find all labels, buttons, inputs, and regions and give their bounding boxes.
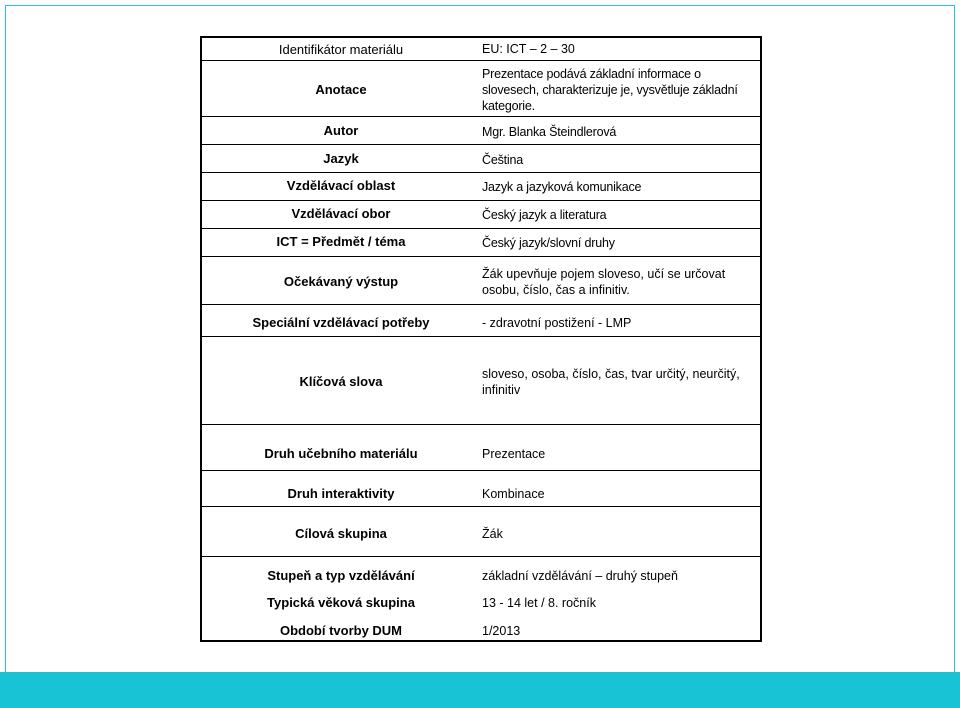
metadata-table — [200, 36, 762, 642]
row-divider — [202, 470, 760, 471]
row-divider — [202, 116, 760, 117]
value-druh: Prezentace — [482, 447, 546, 461]
row-divider — [202, 336, 760, 337]
label-druh: Druh učebního materiálu — [264, 446, 418, 461]
value-stupen: základní vzdělávání – druhý stupeň — [482, 569, 678, 583]
value-potreby: - zdravotní postižení - LMP — [482, 316, 632, 330]
value-obor: Český jazyk a literatura — [482, 208, 607, 222]
row-divider — [202, 506, 760, 507]
value-identifikator: EU: ICT – 2 – 30 — [482, 42, 575, 56]
label-anotace: Anotace — [315, 82, 367, 97]
value-skupina: Žák — [482, 527, 503, 541]
value-vystup: Žák upevňuje pojem sloveso, učí se určovat osobu, číslo, čas a infinitiv. — [482, 267, 726, 297]
value-interaktivita: Kombinace — [482, 487, 545, 501]
value-autor: Mgr. Blanka Šteindlerová — [482, 125, 617, 139]
row-divider — [202, 556, 760, 557]
value-oblast: Jazyk a jazyková komunikace — [482, 180, 642, 194]
label-skupina: Cílová skupina — [295, 526, 387, 541]
row-divider — [202, 424, 760, 425]
label-obdobi: Období tvorby DUM — [279, 623, 403, 638]
label-stupen: Stupeň a typ vzdělávání — [267, 568, 415, 583]
label-vystup: Očekávaný výstup — [283, 274, 399, 289]
label-slova: Klíčová slova — [299, 374, 383, 389]
value-obdobi: 1/2013 — [482, 624, 521, 638]
value-anotace: Prezentace podává základní informace o slovesech, charakterizuje je, vysvětluje základní kategorie. — [482, 67, 738, 113]
label-ict: ICT = Předmět / téma — [276, 234, 406, 249]
label-obor: Vzdělávací obor — [291, 206, 391, 221]
label-identifikator: Identifikátor materiálu — [278, 42, 404, 57]
label-interaktivita: Druh interaktivity — [287, 486, 395, 501]
row-divider — [202, 172, 760, 173]
label-autor: Autor — [323, 123, 359, 138]
label-oblast: Vzdělávací oblast — [286, 178, 396, 193]
row-divider — [202, 228, 760, 229]
value-slova: sloveso, osoba, číslo, čas, tvar určitý, neurčitý, infinitiv — [482, 367, 740, 397]
row-divider — [202, 304, 760, 305]
label-vek: Typická věková skupina — [267, 595, 415, 610]
row-divider — [202, 256, 760, 257]
label-jazyk: Jazyk — [323, 151, 359, 166]
row-divider — [202, 60, 760, 61]
value-jazyk: Čeština — [482, 153, 523, 167]
value-vek: 13 - 14 let / 8. ročník — [482, 596, 596, 610]
label-potreby: Speciální vzdělávací potřeby — [252, 315, 430, 330]
row-divider — [202, 144, 760, 145]
value-ict: Český jazyk/slovní druhy — [482, 236, 615, 250]
row-divider — [202, 200, 760, 201]
bottom-accent-band — [0, 672, 960, 708]
